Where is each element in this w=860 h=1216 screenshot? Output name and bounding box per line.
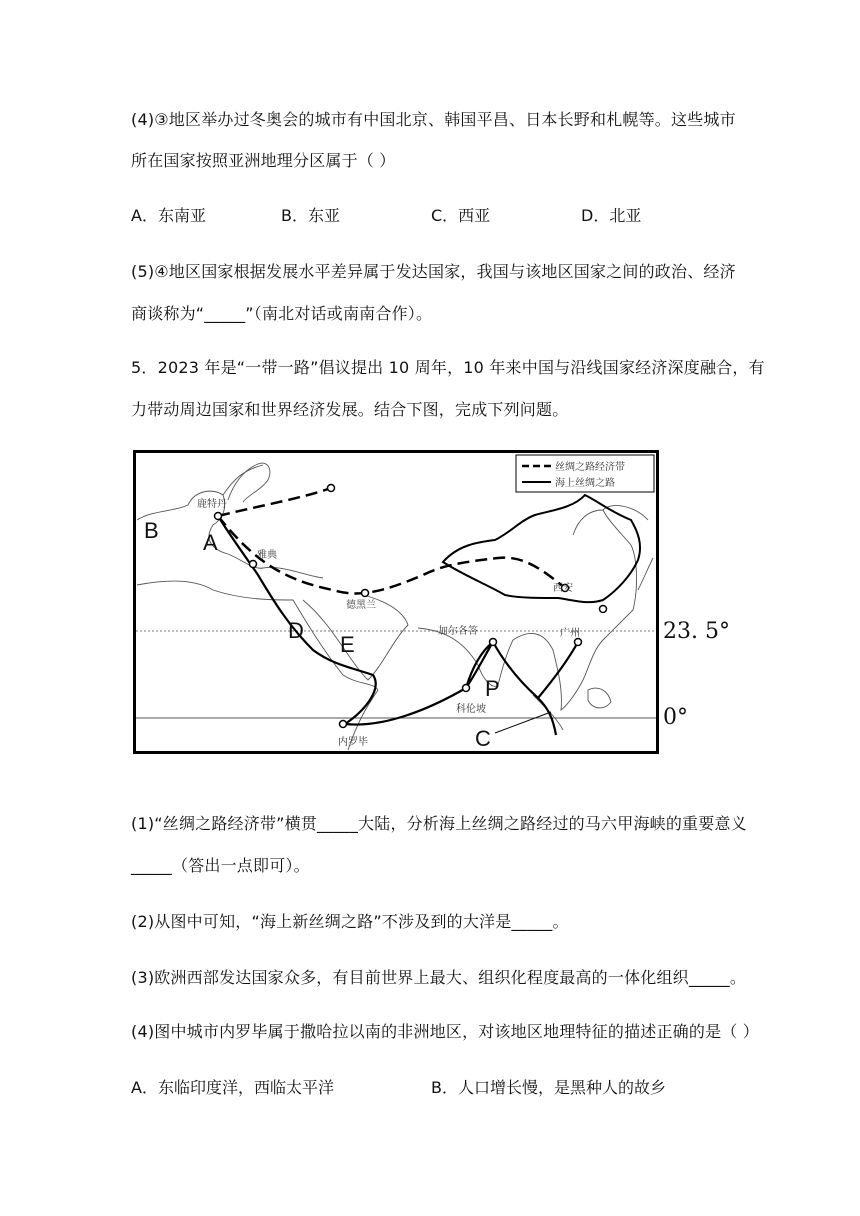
problem5-line1: 5．2023 年是“一带一路”倡议提出 10 周年，10 年来中国与沿线国家经济深度融合，有 (131, 358, 765, 377)
q4-option-c: C．西亚 (431, 206, 491, 225)
letter-c: C (475, 726, 491, 751)
letter-d: D (288, 618, 304, 643)
letter-e: E (340, 632, 355, 657)
city-label-xian: 西安 (553, 583, 573, 594)
city-label-nairobi: 内罗毕 (338, 737, 368, 748)
city-dot-tehran (362, 590, 369, 597)
q5-line1: (5)④地区国家根据发展水平差异属于发达国家，我国与该地区国家之间的政治、经济 (131, 262, 736, 281)
map-legend (516, 455, 654, 492)
city-dot-rotterdam (215, 513, 222, 520)
sub4-option-b: B．人口增长慢，是黑种人的故乡 (431, 1078, 666, 1097)
sub4-option-a: A．东临印度洋，西临太平洋 (131, 1078, 334, 1097)
equator-label: 0° (663, 705, 688, 730)
city-dot-colombo (463, 685, 470, 692)
q5-line2: 商谈称为“_____”（南北对话或南南合作）。 (131, 304, 433, 323)
legend-sea-label: 海上丝绸之路 (555, 478, 615, 489)
letter-p: P (485, 676, 500, 701)
city-label-rotterdam: 鹿特丹 (197, 499, 227, 510)
city-label-guangzhou: 广州 (560, 628, 580, 639)
q4-option-a: A．东南亚 (131, 206, 206, 225)
city-label-colombo: 科伦坡 (456, 704, 486, 715)
silk-road-map (133, 450, 659, 754)
city-label-tehran: 德黑兰 (346, 600, 376, 611)
sub4-line1: (4)图中城市内罗毕属于撒哈拉以南的非洲地区，对该地区地理特征的描述正确的是（ ） (131, 1022, 759, 1041)
city-label-athens: 雅典 (257, 550, 277, 561)
city-dot-beijing (600, 606, 607, 613)
legend-land-label: 丝绸之路经济带 (555, 462, 625, 473)
sub2-line1: (2)从图中可知，“海上新丝绸之路”不涉及到的大洋是_____。 (131, 912, 569, 931)
sub3-line1: (3)欧洲西部发达国家众多，有目前世界上最大、组织化程度最高的一体化组织_____。 (131, 968, 747, 987)
city-dot-nairobi (340, 721, 347, 728)
city-dot-moscow (328, 485, 335, 492)
q4-line2: 所在国家按照亚洲地理分区属于（ ） (131, 151, 396, 170)
city-dot-kolkata (490, 639, 497, 646)
city-dot-athens (250, 561, 257, 568)
sub1-line1: (1)“丝绸之路经济带”横贯_____大陆，分析海上丝绸之路经过的马六甲海峡的重要意义 (131, 814, 747, 833)
q4-option-b: B．东亚 (281, 206, 340, 225)
letter-a: A (203, 530, 218, 555)
q4-line1: (4)③地区举办过冬奥会的城市有中国北京、韩国平昌、日本长野和札幌等。这些城市 (131, 110, 736, 129)
city-dot-guangzhou (575, 639, 582, 646)
letter-b: B (144, 518, 159, 543)
q4-option-d: D．北亚 (581, 206, 642, 225)
city-label-kolkata: 加尔各答 (438, 626, 478, 637)
problem5-line2: 力带动周边国家和世界经济发展。结合下图，完成下列问题。 (131, 400, 569, 419)
tropic-label: 23. 5° (663, 619, 730, 644)
sub1-line2: _____（答出一点即可）。 (131, 856, 310, 875)
